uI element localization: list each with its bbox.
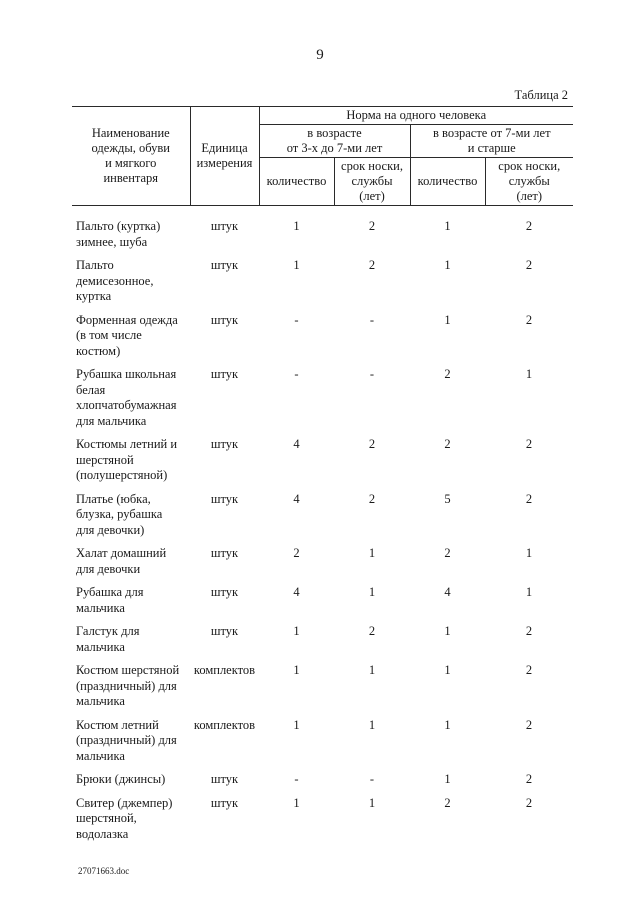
header-age1-line: от 3-х до 7-ми лет <box>286 141 383 155</box>
item-name-line: Свитер (джемпер) <box>76 795 173 810</box>
term-age-7-plus: 2 <box>525 772 533 786</box>
item-name <box>72 796 190 851</box>
header-age2-line: и старше <box>467 141 516 155</box>
table-caption: Таблица 2 <box>514 88 568 102</box>
item-name-line: Форменная одежда <box>76 312 178 327</box>
item-name <box>72 206 190 259</box>
item-name <box>72 624 190 663</box>
qty-age-7-plus: 2 <box>444 795 451 810</box>
item-unit: штук <box>210 772 239 786</box>
qty-age-3-7: 1 <box>293 795 300 810</box>
header-unit-line: Единица <box>201 141 248 155</box>
term-age-3-7: 2 <box>368 258 376 272</box>
header-term-line: срок носки, <box>498 159 561 173</box>
item-name-line: хлопчатобумажная <box>76 398 177 412</box>
header-unit <box>190 107 259 206</box>
term-age-7-plus: 2 <box>525 312 533 327</box>
qty-age-3-7: 1 <box>293 624 300 638</box>
item-name-line: мальчика <box>76 600 125 615</box>
header-term-line: (лет) <box>516 189 543 203</box>
table-row <box>72 796 573 851</box>
item-name-line: водолазка <box>76 826 129 841</box>
header-name-line: инвентаря <box>103 171 159 185</box>
item-name <box>72 437 190 492</box>
item-unit: комплектов <box>193 663 256 677</box>
term-age-7-plus: 2 <box>525 491 533 506</box>
qty-age-7-plus: 2 <box>444 437 451 451</box>
qty-age-3-7: 4 <box>293 437 300 451</box>
item-name-line: Халат домашний <box>76 546 167 560</box>
item-name <box>72 367 190 437</box>
header-term-line: срок носки, <box>341 159 403 173</box>
table-row <box>72 546 573 585</box>
item-name-line: (праздничный) для <box>76 678 177 693</box>
item-name-line: (в том числе <box>76 328 142 342</box>
table-row <box>72 206 573 259</box>
item-name <box>72 718 190 773</box>
item-name-line: Пальто (куртка) <box>76 219 161 233</box>
table-row <box>72 492 573 547</box>
item-name <box>72 772 190 796</box>
qty-age-7-plus: 5 <box>444 491 451 506</box>
term-age-3-7: 1 <box>368 795 376 810</box>
item-name-line: шерстяной, <box>76 811 137 825</box>
item-unit: штук <box>210 624 239 638</box>
item-name <box>72 258 190 313</box>
term-age-7-plus: 1 <box>525 546 533 560</box>
term-age-3-7: 2 <box>368 219 376 233</box>
item-name-line: шерстяной <box>76 452 134 467</box>
item-name-line: Костюм летний <box>76 717 159 732</box>
page-number: 9 <box>316 47 324 63</box>
term-age-3-7: 2 <box>368 624 376 638</box>
qty-age-7-plus: 1 <box>444 772 451 786</box>
header-term-2 <box>485 158 573 206</box>
term-age-3-7: - <box>369 367 375 381</box>
term-age-7-plus: 2 <box>525 795 533 810</box>
item-unit: штук <box>210 437 239 451</box>
item-unit: штук <box>210 312 239 327</box>
item-name <box>72 492 190 547</box>
qty-age-7-plus: 1 <box>444 258 451 272</box>
item-name-line: (полушерстяной) <box>76 468 168 482</box>
header-qty-1: количество <box>259 158 334 206</box>
qty-age-3-7: 4 <box>293 585 300 599</box>
header-term-1 <box>334 158 410 206</box>
qty-age-3-7: - <box>294 312 299 327</box>
item-unit: штук <box>210 585 239 599</box>
table-row <box>72 585 573 624</box>
term-age-7-plus: 2 <box>525 219 533 233</box>
norms-table <box>72 106 573 850</box>
qty-age-3-7: - <box>294 367 299 381</box>
item-name-line: мальчика <box>76 748 125 763</box>
item-name-line: блузка, рубашка <box>76 507 163 521</box>
term-age-3-7: 1 <box>368 717 376 732</box>
qty-age-3-7: 4 <box>293 491 300 506</box>
footer-filename: 27071663.doc <box>78 866 130 876</box>
qty-age-7-plus: 1 <box>444 624 451 638</box>
item-name-line: Брюки (джинсы) <box>76 772 166 786</box>
header-qty-2: количество <box>410 158 485 206</box>
term-age-7-plus: 1 <box>525 367 533 381</box>
table-row <box>72 624 573 663</box>
table-row <box>72 663 573 718</box>
term-age-3-7: 1 <box>368 546 376 560</box>
qty-age-7-plus: 1 <box>444 312 451 327</box>
term-age-7-plus: 1 <box>525 585 533 599</box>
qty-age-7-plus: 4 <box>444 585 451 599</box>
term-age-3-7: 1 <box>368 663 376 677</box>
header-name-line: и мягкого <box>105 156 157 170</box>
item-name <box>72 663 190 718</box>
item-name <box>72 313 190 368</box>
item-name-line: мальчика <box>76 694 125 708</box>
term-age-7-plus: 2 <box>525 437 533 451</box>
qty-age-7-plus: 2 <box>444 546 451 560</box>
header-name-line: Наименование <box>91 126 170 140</box>
table-row <box>72 772 573 796</box>
item-unit: штук <box>210 491 239 506</box>
item-name-line: Рубашка школьная <box>76 367 177 381</box>
item-name-line: Костюмы летний и <box>76 437 178 451</box>
table-row <box>72 367 573 437</box>
item-unit: штук <box>210 795 239 810</box>
table-row <box>72 718 573 773</box>
table-row <box>72 313 573 368</box>
header-term-line: службы <box>508 174 550 188</box>
item-name-line: костюм) <box>76 343 121 358</box>
header-term-line: (лет) <box>359 189 385 203</box>
term-age-3-7: 2 <box>368 491 376 506</box>
item-name-line: демисезонное, <box>76 273 154 288</box>
term-age-3-7: 2 <box>368 437 376 451</box>
header-unit-line: измерения <box>196 156 253 170</box>
term-age-3-7: - <box>369 772 375 786</box>
header-age-7-plus <box>410 125 573 158</box>
table-row <box>72 437 573 492</box>
item-name-line: мальчика <box>76 639 125 654</box>
term-age-7-plus: 2 <box>525 717 533 732</box>
item-name <box>72 585 190 624</box>
header-age1-line: в возрасте <box>307 126 362 140</box>
qty-age-3-7: 1 <box>293 717 300 732</box>
item-name-line: Рубашка для <box>76 585 144 599</box>
item-unit: штук <box>210 367 239 381</box>
item-name-line: зимнее, шуба <box>76 234 148 249</box>
header-age-3-7 <box>259 125 410 158</box>
item-unit: штук <box>210 258 239 272</box>
qty-age-3-7: 1 <box>293 219 300 233</box>
header-name-line: одежды, обуви <box>91 141 170 155</box>
qty-age-3-7: 1 <box>293 663 300 677</box>
table-row <box>72 258 573 313</box>
item-name <box>72 546 190 585</box>
qty-age-7-plus: 1 <box>444 663 451 677</box>
item-name-line: куртка <box>76 289 112 303</box>
item-name-line: Платье (юбка, <box>76 491 151 506</box>
item-name-line: Пальто <box>76 258 114 272</box>
qty-age-3-7: - <box>294 772 299 786</box>
item-unit: штук <box>210 219 239 233</box>
header-age2-line: в возрасте от 7-ми лет <box>432 126 551 140</box>
item-name-line: для девочки <box>76 561 141 576</box>
term-age-7-plus: 2 <box>525 624 533 638</box>
term-age-3-7: - <box>369 312 375 327</box>
term-age-3-7: 1 <box>368 585 376 599</box>
item-name-line: белая <box>76 382 106 397</box>
item-name-line: для мальчика <box>76 413 147 428</box>
item-name-line: Костюм шерстяной <box>76 663 180 677</box>
header-norm: Норма на одного человека <box>259 107 573 125</box>
term-age-7-plus: 2 <box>525 663 533 677</box>
qty-age-7-plus: 2 <box>444 367 451 381</box>
item-name-line: (праздничный) для <box>76 733 177 747</box>
item-unit: штук <box>210 546 239 560</box>
qty-age-7-plus: 1 <box>444 717 451 732</box>
qty-age-3-7: 2 <box>293 546 300 560</box>
item-name-line: для девочки) <box>76 522 145 537</box>
qty-age-7-plus: 1 <box>444 219 451 233</box>
header-name <box>72 107 190 206</box>
item-name-line: Галстук для <box>76 624 140 638</box>
qty-age-3-7: 1 <box>293 258 300 272</box>
item-unit: комплектов <box>193 717 256 732</box>
header-term-line: службы <box>351 174 393 188</box>
term-age-7-plus: 2 <box>525 258 533 272</box>
